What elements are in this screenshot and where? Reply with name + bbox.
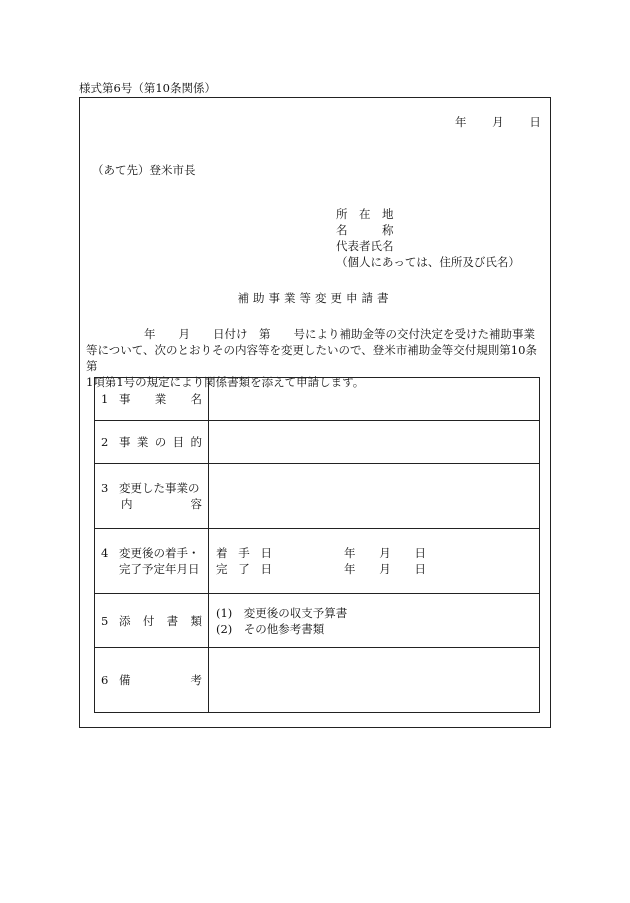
row-label — [95, 464, 209, 529]
body-text-line-1: 年 月 日付け 第 号により補助金等の交付決定を受けた補助事業 — [144, 327, 535, 341]
date-day-unit: 日 — [529, 115, 541, 129]
date-unit: 日 — [414, 546, 426, 560]
label-char: 手 — [238, 546, 250, 560]
addressee: （あて先）登米市長 — [92, 163, 196, 177]
row-number: 5 — [101, 613, 109, 628]
applicant-note: （個人にあっては、住所及び氏名） — [336, 255, 520, 269]
label-char: 備 — [119, 673, 131, 687]
label-char: 了 — [238, 562, 250, 576]
table-row — [95, 529, 540, 594]
date-line — [455, 114, 541, 130]
applicant-address-label: 所 在 地 — [336, 207, 394, 221]
row-number: 6 — [101, 673, 109, 687]
row-value-cell[interactable] — [209, 529, 540, 594]
start-date-line — [216, 545, 539, 561]
label-char: 名 — [190, 392, 202, 406]
date-unit: 月 — [379, 562, 391, 576]
row-value-cell[interactable] — [209, 464, 540, 529]
document-title: 補助事業等変更申請書 — [237, 291, 393, 305]
date-month-unit: 月 — [492, 115, 504, 129]
table-row — [95, 594, 540, 648]
label-char: 着 — [216, 546, 228, 560]
attachment-item: (1) 変更後の収支予算書 — [216, 605, 348, 620]
row-label — [95, 648, 209, 713]
label-char: 的 — [190, 435, 202, 449]
table-row — [95, 378, 540, 421]
form-number-label: 様式第6号（第10条関係） — [79, 81, 216, 95]
label-char: の — [154, 435, 167, 449]
row-label — [95, 378, 209, 421]
application-form — [79, 97, 551, 728]
applicant-name-label: 名 称 — [336, 223, 394, 237]
row-label — [95, 421, 209, 464]
row-label — [95, 594, 209, 648]
label-char: 容 — [190, 497, 202, 511]
body-text-line-2: 等について、次のとおりその内容等を変更したいので、登米市補助金等交付規則第10条第 — [86, 343, 537, 373]
row-value-cell[interactable] — [209, 378, 540, 421]
date-unit: 月 — [379, 546, 391, 560]
row-value-cell[interactable] — [209, 421, 540, 464]
row-number: 2 — [101, 435, 109, 449]
row-value-cell[interactable] — [209, 594, 540, 648]
label-char: 書 — [166, 613, 179, 628]
applicant-representative-label: 代表者氏名 — [336, 239, 394, 253]
label-char: 考 — [190, 673, 202, 687]
table-row — [95, 648, 540, 713]
attachment-item: (2) その他参考書類 — [216, 621, 325, 636]
label-char: 添 — [119, 613, 131, 628]
date-year-unit: 年 — [455, 115, 467, 129]
row-number: 3 — [101, 481, 109, 495]
label-line: 完了予定年月日 — [119, 562, 200, 576]
label-line: 変更後の着手・ — [119, 546, 200, 560]
date-unit: 年 — [344, 562, 356, 576]
label-char: 付 — [142, 613, 155, 628]
label-char: 内 — [121, 497, 133, 511]
label-char: 業 — [154, 392, 167, 406]
table-row — [95, 421, 540, 464]
label-char: 事 — [119, 392, 131, 406]
table-row — [95, 464, 540, 529]
date-unit: 年 — [344, 546, 356, 560]
row-number: 4 — [101, 546, 109, 560]
date-unit: 日 — [414, 562, 426, 576]
body-text-line-3: 1項第1号の規定により関係書類を添えて申請します。 — [86, 375, 365, 389]
end-date-line — [216, 561, 539, 577]
label-char: 類 — [190, 613, 202, 628]
items-table — [94, 377, 540, 713]
label-line: 変更した事業の — [119, 481, 200, 495]
row-number: 1 — [101, 392, 109, 406]
label-char: 事 — [119, 435, 131, 449]
applicant-block — [336, 206, 520, 270]
label-char: 業 — [136, 435, 149, 449]
row-label — [95, 529, 209, 594]
label-char: 目 — [172, 435, 185, 449]
label-char: 日 — [260, 562, 272, 576]
label-char: 日 — [260, 546, 272, 560]
label-char: 完 — [216, 562, 228, 576]
row-value-cell[interactable] — [209, 648, 540, 713]
